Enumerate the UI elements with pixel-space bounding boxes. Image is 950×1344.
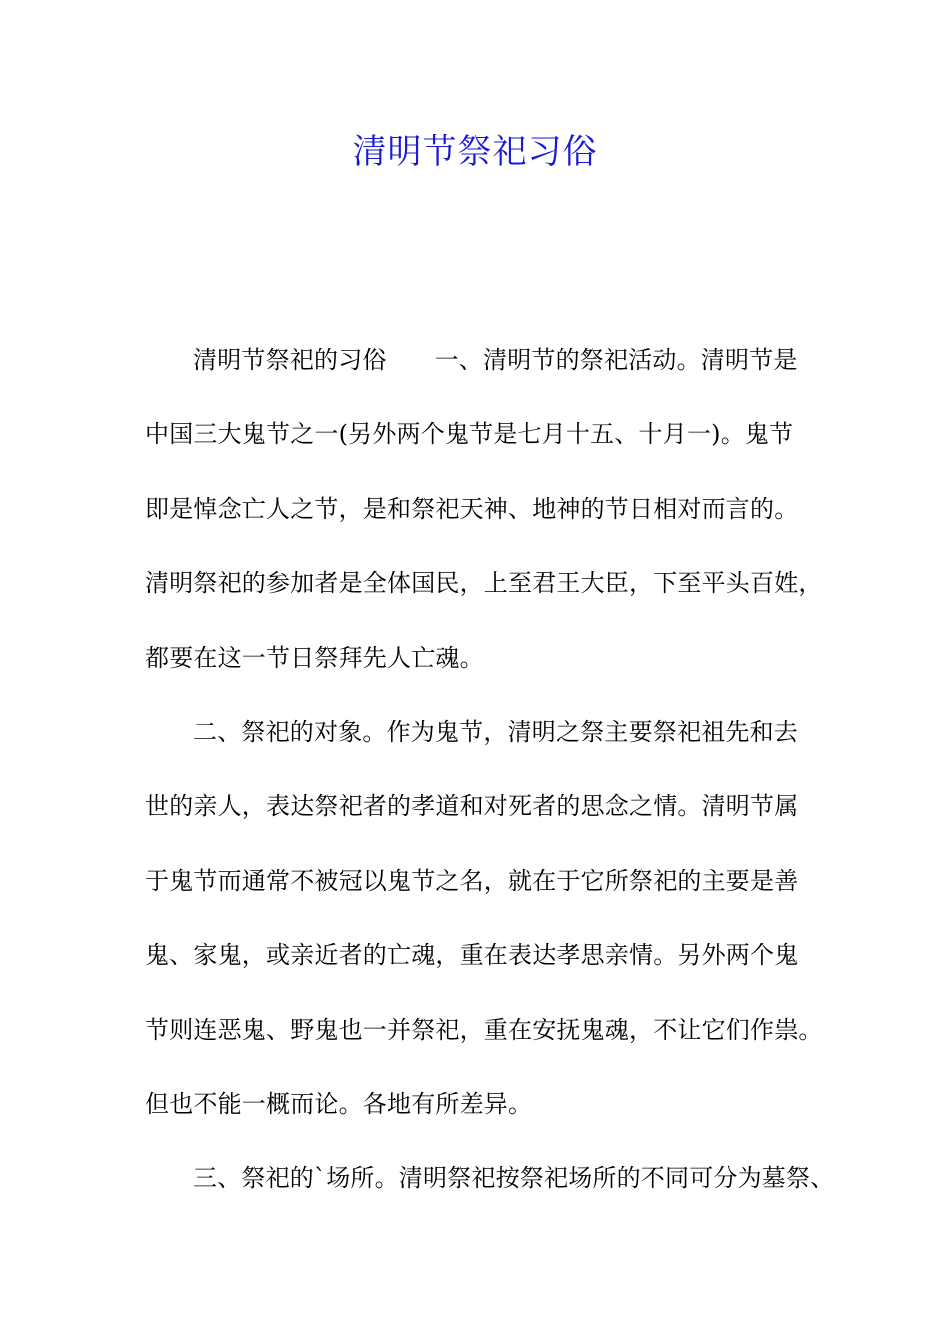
document-body: [145, 338, 835, 1231]
paragraph-line: 于鬼节而通常不被冠以鬼节之名，就在于它所祭祀的主要是善: [145, 866, 799, 895]
paragraph-line: 二、祭祀的对象。作为鬼节，清明之祭主要祭祀祖先和去: [193, 717, 798, 746]
paragraph-line: 世的亲人，表达祭祀者的孝道和对死者的思念之情。清明节属: [145, 792, 799, 821]
paragraph-heading: 清明节祭祀的习俗: [193, 346, 387, 374]
paragraph-line: 都要在这一节日祭拜先人亡魂。: [145, 643, 484, 672]
paragraph-line: 但也不能一概而论。各地有所差异。: [145, 1089, 533, 1118]
paragraph-line: 节则连恶鬼、野鬼也一并祭祀，重在安抚鬼魂，不让它们作祟。: [145, 1015, 823, 1044]
document-title: 清明节祭祀习俗: [352, 132, 598, 172]
paragraph-line: 鬼、家鬼，或亲近者的亡魂，重在表达孝思亲情。另外两个鬼: [145, 941, 799, 970]
paragraph-line: 清明祭祀的参加者是全体国民，上至君王大臣，下至平头百姓，: [145, 569, 823, 598]
paragraph-line: 中国三大鬼节之一(另外两个鬼节是七月十五、十月一)。鬼节: [145, 420, 794, 449]
paragraph-line: 即是悼念亡人之节，是和祭祀天神、地神的节日相对而言的。: [145, 494, 799, 523]
paragraph-line: [145, 338, 815, 412]
paragraph-text: 一、清明节的祭祀活动。清明节是: [434, 346, 798, 374]
paragraph-line: 三、祭祀的`场所。清明祭祀按祭祀场所的不同可分为墓祭、: [193, 1164, 835, 1193]
